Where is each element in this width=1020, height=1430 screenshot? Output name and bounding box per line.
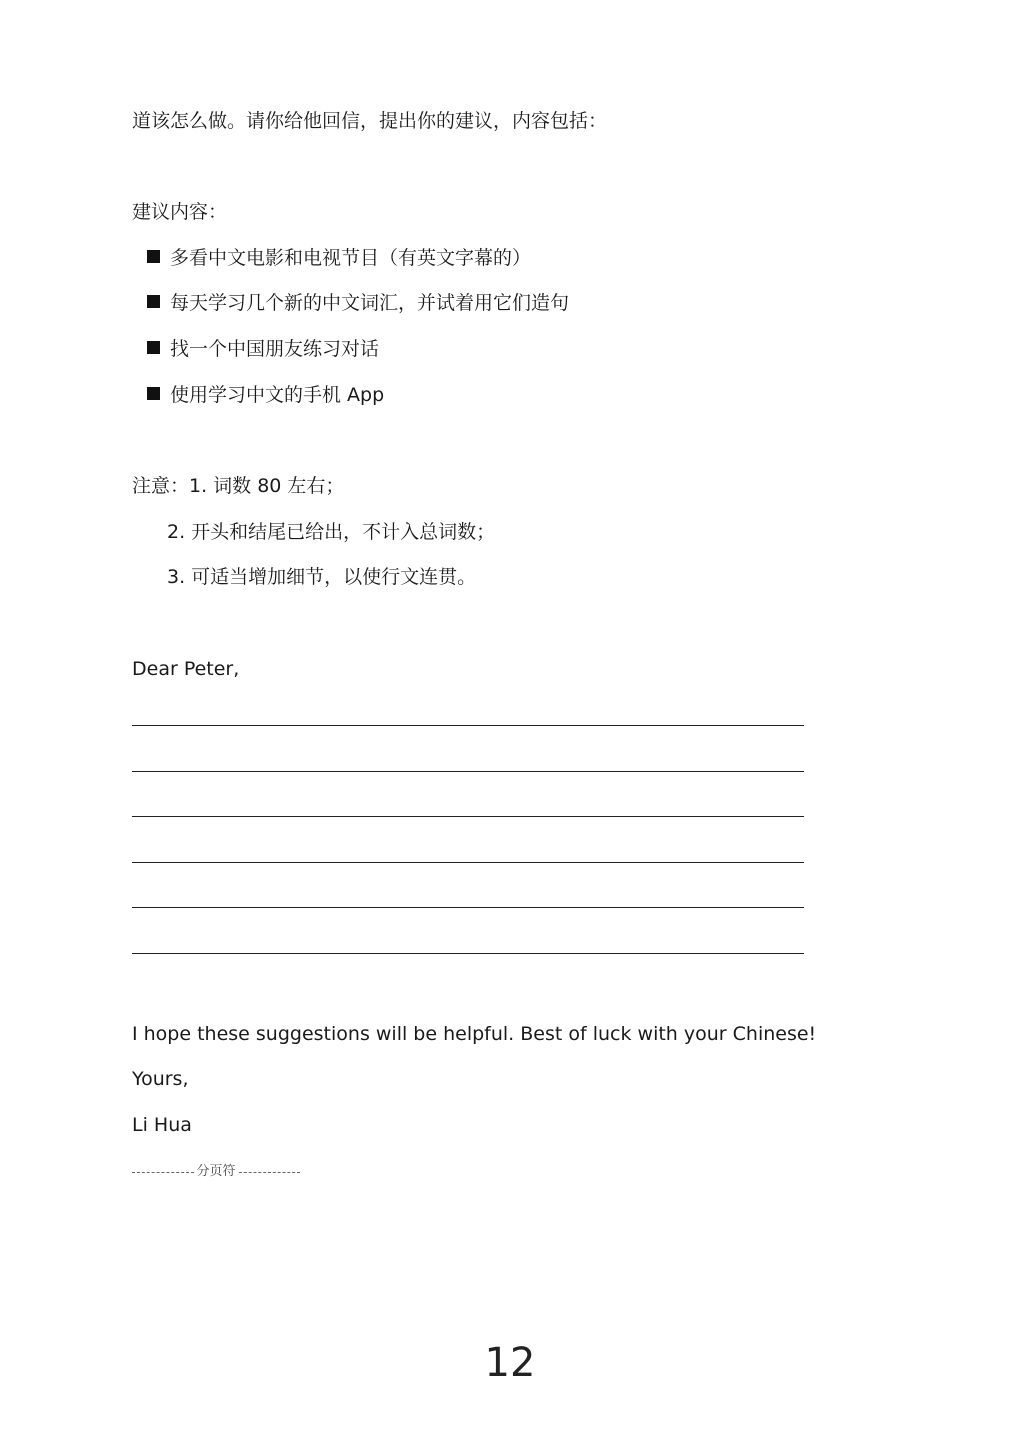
page-number: 12: [484, 1340, 536, 1386]
writing-line[interactable]: [132, 725, 804, 726]
writing-line[interactable]: [132, 816, 804, 817]
suggestions-heading: 建议内容：: [132, 201, 228, 223]
letter-signature: Li Hua: [132, 1114, 192, 1136]
suggestion-item: 每天学习几个新的中文词汇，并试着用它们造句: [147, 290, 569, 316]
note-first: 注意：1. 词数 80 左右；: [132, 475, 345, 497]
letter-greeting: Dear Peter,: [132, 658, 240, 680]
note-third: 3. 可适当增加细节，以使行文连贯。: [167, 566, 477, 588]
dashed-rule: [239, 1172, 301, 1173]
square-bullet-icon: [147, 295, 160, 308]
writing-line[interactable]: [132, 907, 804, 908]
letter-closing-sentence: I hope these suggestions will be helpful. Best of luck with your Chinese!: [132, 1023, 817, 1045]
suggestion-item: 使用学习中文的手机 App: [147, 382, 384, 408]
square-bullet-icon: [147, 250, 160, 263]
page-break-marker: [132, 1163, 300, 1181]
note-second: 2. 开头和结尾已给出，不计入总词数；: [167, 521, 496, 543]
suggestion-item: 找一个中国朋友练习对话: [147, 336, 379, 362]
writing-line[interactable]: [132, 953, 804, 954]
letter-sign-off: Yours,: [132, 1068, 189, 1090]
suggestion-item: 多看中文电影和电视节目（有英文字幕的）: [147, 245, 531, 271]
square-bullet-icon: [147, 341, 160, 354]
page-break-label: 分页符: [196, 1164, 236, 1179]
square-bullet-icon: [147, 387, 160, 400]
dashed-rule: [132, 1172, 194, 1173]
writing-line[interactable]: [132, 862, 804, 863]
intro-text: 道该怎么做。请你给他回信，提出你的建议，内容包括：: [132, 110, 608, 132]
writing-line[interactable]: [132, 771, 804, 772]
